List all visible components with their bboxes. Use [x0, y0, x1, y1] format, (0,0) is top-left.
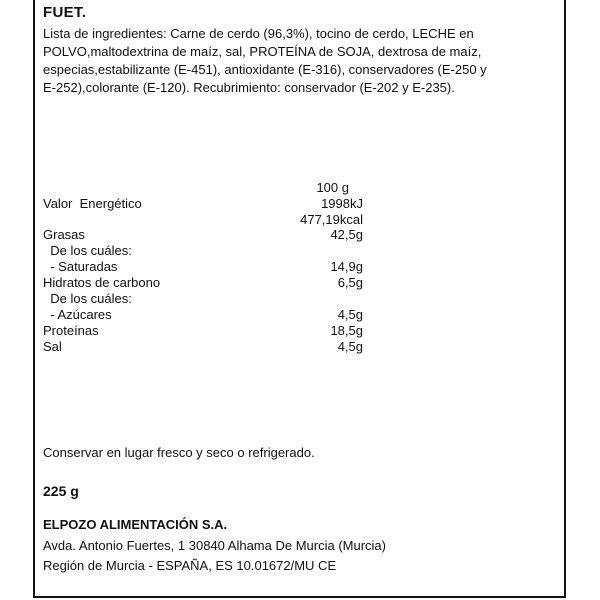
nutrition-value: 42,5g: [330, 227, 363, 242]
nutrition-label: Proteínas: [43, 323, 99, 338]
nutrition-row: [43, 291, 363, 307]
nutrition-row: [43, 243, 363, 259]
nutrition-value: 4,5g: [337, 307, 363, 322]
product-title: FUET.: [43, 4, 87, 21]
nutrition-value: 18,5g: [330, 323, 363, 338]
nutrition-label: - Azúcares: [43, 307, 112, 322]
address-line: Región de Murcia - ESPAÑA, ES 10.01672/MU CE: [43, 558, 337, 573]
nutrition-value: 6,5g: [337, 275, 363, 290]
nutrition-label: Grasas: [43, 227, 85, 242]
net-weight: 225 g: [43, 483, 79, 499]
nutrition-label: De los cuáles:: [43, 291, 132, 306]
nutrition-row-energy: [43, 196, 363, 212]
nutrition-label: Valor Energético: [43, 196, 142, 211]
nutrition-row: [43, 275, 363, 291]
nutrition-row: [43, 307, 363, 323]
nutrition-label: - Saturadas: [43, 259, 118, 274]
company-address: [43, 536, 386, 576]
nutrition-row: [43, 323, 363, 339]
nutrition-row: [43, 259, 363, 275]
nutrition-row-kcal: [43, 212, 363, 227]
nutrition-header: 100 g: [316, 180, 349, 195]
nutrition-row: [43, 339, 363, 355]
company-name: ELPOZO ALIMENTACIÓN S.A.: [43, 517, 228, 532]
nutrition-value: 14,9g: [330, 259, 363, 274]
nutrition-label: Sal: [43, 339, 62, 354]
ingredients-line: especias,estabilizante (E-451), antioxidante (E-316), conservadores (E-250 y: [43, 62, 487, 77]
address-line: Avda. Antonio Fuertes, 1 30840 Alhama De Murcia (Murcia): [43, 538, 386, 553]
nutrition-value-kj: 1998kJ: [321, 196, 363, 211]
storage-instructions: Conservar en lugar fresco y seco o refrigerado.: [43, 445, 315, 460]
nutrition-row: [43, 227, 363, 243]
nutrition-value: 4,5g: [337, 339, 363, 354]
nutrition-value-kcal: 477,19kcal: [300, 212, 363, 227]
nutrition-label: De los cuáles:: [43, 243, 132, 258]
nutrition-label: Hidratos de carbono: [43, 275, 161, 290]
ingredients-list: [43, 25, 558, 97]
ingredients-line: Lista de ingredientes: Carne de cerdo (96,3%), tocino de cerdo, LECHE en: [43, 26, 474, 41]
ingredients-line: E-252),colorante (E-120). Recubrimiento: conservador (E-202 y E-235).: [43, 80, 455, 95]
ingredients-line: POLVO,maltodextrina de maíz, sal, PROTEÍNA de SOJA, dextrosa de maíz,: [43, 44, 482, 59]
nutrition-table: [43, 180, 363, 355]
